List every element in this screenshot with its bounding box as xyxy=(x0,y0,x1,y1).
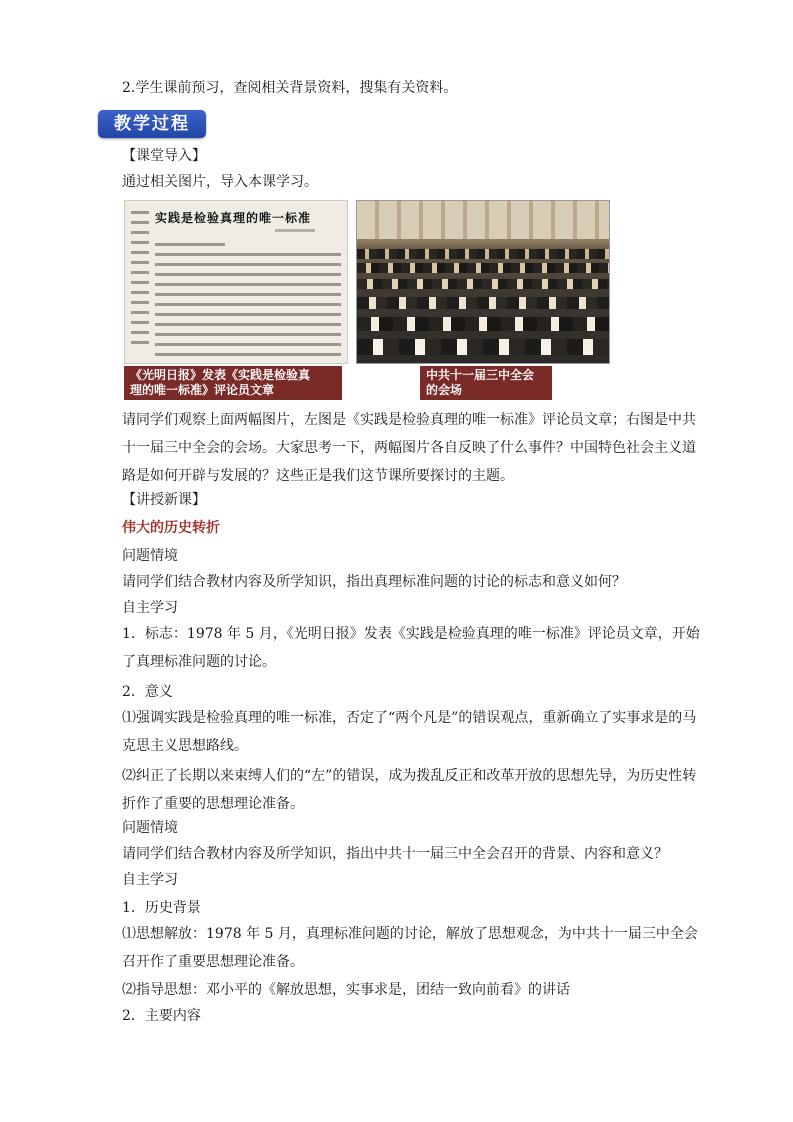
new-lesson-heading: 【讲授新课】 xyxy=(122,492,206,508)
section-badge: 教学过程 xyxy=(98,110,206,138)
point-1: 1．标志：1978 年 5 月，《光明日报》发表《实践是检验真理的唯一标准》评论员文章，开始了真理标准问题的讨论。 xyxy=(122,626,700,670)
observe-paragraph: 请同学们观察上面两幅图片，左图是《实践是检验真理的唯一标准》评论员文章；右图是中共十一届三中全会的会场。大家思考一下，两幅图片各自反映了什么事件？中国特色社会主义道路是如何开辟与发展的？这些正是我们这节课所要探讨的主题。 xyxy=(122,412,696,484)
newspaper-image xyxy=(124,200,348,364)
newspaper-headline: 实践是检验真理的唯一标准 xyxy=(155,211,312,225)
question-2: 请同学们结合教材内容及所学知识，指出中共十一届三中全会召开的背景、内容和意义？ xyxy=(122,846,668,862)
self-study-label-1: 自主学习 xyxy=(122,600,178,616)
intro-text: 通过相关图片，导入本课学习。 xyxy=(122,174,318,190)
point-2-2: ⑵纠正了长期以来束缚人们的“左”的错误，成为拨乱反正和改革开放的思想先导，为历史性转折作了重要的思想理论准备。 xyxy=(122,768,697,812)
topic-title: 伟大的历史转折 xyxy=(122,520,220,536)
question-1: 请同学们结合教材内容及所学知识，指出真理标准问题的讨论的标志和意义如何？ xyxy=(122,574,626,590)
point-3: 1．历史背景 xyxy=(122,900,201,916)
conference-photo xyxy=(356,200,610,364)
caption-right-line2: 的会场 xyxy=(426,383,463,397)
caption-right-line1: 中共十一届三中全会 xyxy=(426,368,535,382)
caption-left-line1: 《光明日报》发表《实践是检验真 xyxy=(130,368,311,382)
caption-left-line2: 理的唯一标准》评论员文章 xyxy=(130,383,275,397)
point-3-1: ⑴思想解放：1978 年 5 月，真理标准问题的讨论，解放了思想观念，为中共十一届三中全会召开作了重要思想理论准备。 xyxy=(122,926,698,970)
caption-right xyxy=(420,366,552,400)
point-2-1: ⑴强调实践是检验真理的唯一标准，否定了“两个凡是”的错误观点，重新确立了实事求是的马克思主义思想路线。 xyxy=(122,710,697,754)
situation-label-2: 问题情境 xyxy=(122,820,178,836)
prep-item: 2.学生课前预习，查阅相关背景资料，搜集有关资料。 xyxy=(122,80,458,96)
intro-heading: 【课堂导入】 xyxy=(122,148,206,164)
situation-label-1: 问题情境 xyxy=(122,548,178,564)
point-3-2: ⑵指导思想：邓小平的《解放思想，实事求是，团结一致向前看》的讲话 xyxy=(122,982,570,998)
self-study-label-2: 自主学习 xyxy=(122,872,178,888)
point-4: 2．主要内容 xyxy=(122,1008,201,1024)
point-2: 2．意义 xyxy=(122,684,173,700)
caption-left xyxy=(124,366,342,400)
